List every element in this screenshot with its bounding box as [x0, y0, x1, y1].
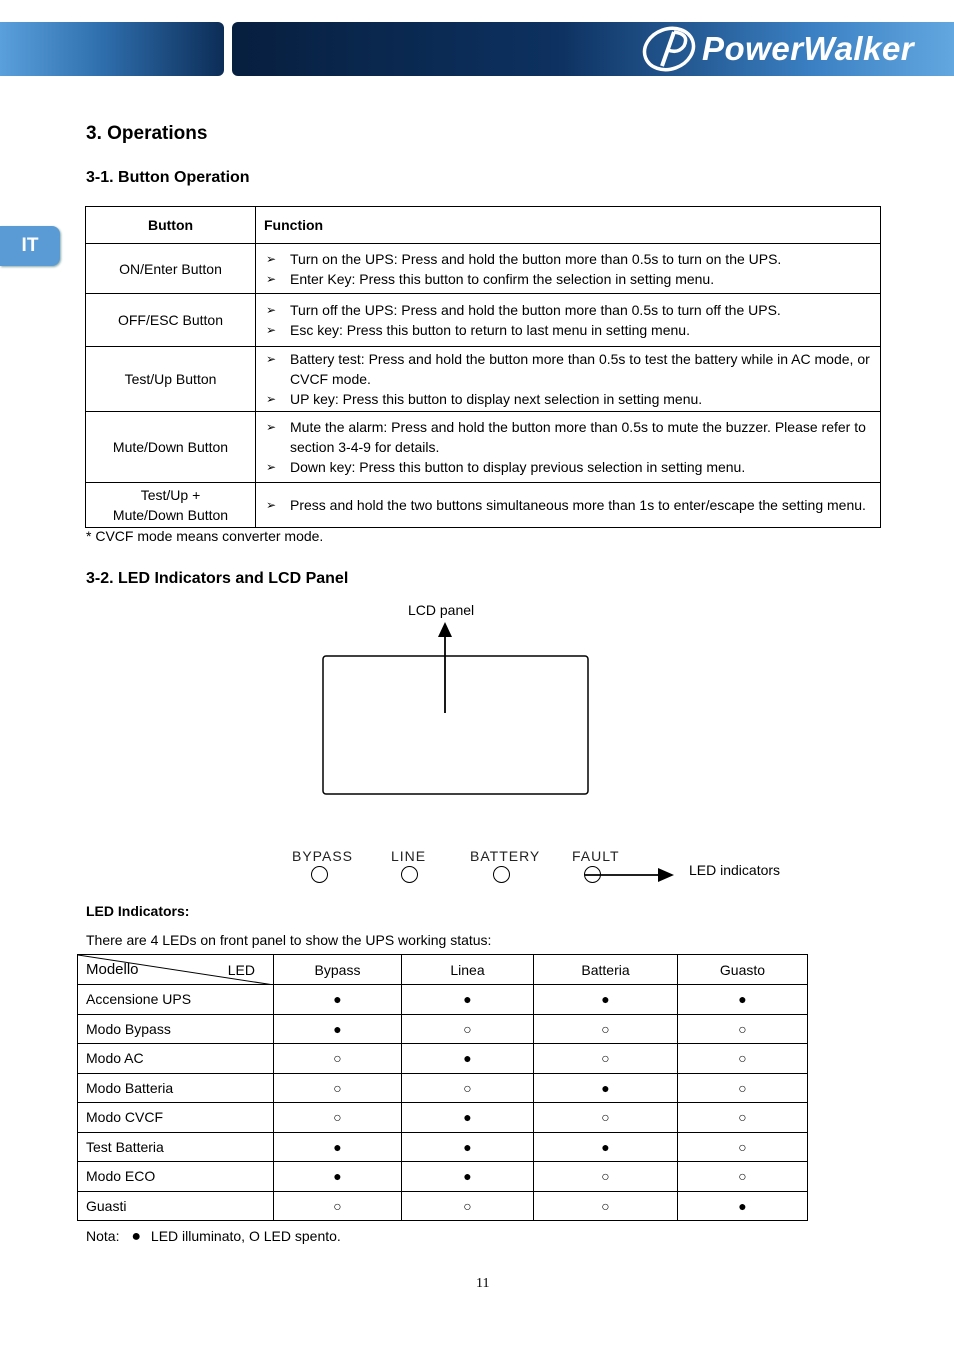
lcd-panel-label: LCD panel: [408, 602, 475, 618]
led-state: ○: [534, 1014, 678, 1044]
led-state: ○: [402, 1073, 534, 1103]
mode-name: Modo AC: [78, 1044, 274, 1074]
led-state: ○: [534, 1103, 678, 1133]
corner-header: [78, 955, 274, 985]
mode-name: Guasti: [78, 1191, 274, 1221]
function-item: ➢ UP key: Press this button to display next selection in setting menu.: [264, 389, 872, 409]
led-status-table: [77, 954, 808, 1221]
section-title: 3. Operations: [86, 123, 208, 144]
lcd-panel-box: [323, 656, 588, 794]
led-state: ○: [534, 1044, 678, 1074]
button-name: Mute/Down Button: [86, 412, 256, 483]
led-state: ●: [274, 1014, 402, 1044]
led-state: ●: [274, 985, 402, 1015]
led-state: ●: [274, 1162, 402, 1192]
subsection-title-led-lcd: 3-2. LED Indicators and LCD Panel: [86, 570, 349, 587]
led-state: ●: [678, 1191, 808, 1221]
function-item: ➢ Down key: Press this button to display previous selection in setting menu.: [264, 457, 872, 477]
led-state: ●: [274, 1132, 402, 1162]
led-state: ○: [274, 1044, 402, 1074]
table-row: [78, 985, 808, 1015]
led-state: ○: [678, 1162, 808, 1192]
led-label-fault: FAULT: [572, 848, 620, 864]
table-row: [78, 1014, 808, 1044]
led-state: ●: [402, 1132, 534, 1162]
led-indicators-label: LED indicators: [689, 862, 781, 878]
led-state: ○: [678, 1044, 808, 1074]
led-state: ○: [402, 1014, 534, 1044]
led-indicators-description: There are 4 LEDs on front panel to show the UPS working status:: [86, 932, 492, 948]
function-item: ➢ Mute the alarm: Press and hold the button more than 0.5s to mute the buzzer. Please refer to section 3-4-9 for details.: [264, 417, 872, 457]
page-number: 11: [476, 1276, 490, 1291]
button-name: Test/Up Button: [86, 347, 256, 412]
led-state: ○: [678, 1073, 808, 1103]
led-state: ○: [678, 1014, 808, 1044]
mode-name: Accensione UPS: [78, 985, 274, 1015]
led-state: ○: [678, 1103, 808, 1133]
function-item: ➢ Battery test: Press and hold the button more than 0.5s to test the battery while in AC mode, or CVCF mode.: [264, 349, 872, 389]
led-battery-icon: [493, 866, 510, 883]
led-state: ●: [402, 1103, 534, 1133]
cvcf-note: * CVCF mode means converter mode.: [86, 528, 324, 544]
table-header-row: [78, 955, 808, 985]
table-row: [78, 1162, 808, 1192]
subsection-title-button-operation: 3-1. Button Operation: [86, 169, 250, 186]
column-header: Button: [86, 207, 256, 244]
table-row: [78, 1073, 808, 1103]
lcd-pointer-arrowhead: [438, 622, 452, 637]
led-fault-icon: [584, 866, 601, 883]
function-item: ➢ Turn off the UPS: Press and hold the button more than 0.5s to turn off the UPS.: [264, 300, 872, 320]
led-pointer-arrowhead: [658, 868, 674, 882]
led-bypass-icon: [311, 866, 328, 883]
column-header: Linea: [402, 955, 534, 985]
corner-mode-label: Modello: [86, 961, 139, 978]
led-line-icon: [401, 866, 418, 883]
language-tab[interactable]: IT: [0, 226, 60, 266]
table-row: [78, 1103, 808, 1133]
led-state: ●: [402, 1162, 534, 1192]
legend-text: LED illuminato, O LED spento.: [150, 1228, 341, 1244]
led-indicators-heading: LED Indicators:: [86, 903, 190, 919]
led-state: ○: [534, 1191, 678, 1221]
led-state: ●: [678, 985, 808, 1015]
led-state: ●: [534, 1132, 678, 1162]
mode-name: Modo CVCF: [78, 1103, 274, 1133]
column-header: Bypass: [274, 955, 402, 985]
led-state: ○: [274, 1191, 402, 1221]
corner-led-label: LED: [227, 962, 255, 978]
legend-note: [86, 1228, 341, 1246]
led-state: ○: [274, 1103, 402, 1133]
legend-prefix: Nota:: [86, 1228, 120, 1244]
led-state: ○: [678, 1132, 808, 1162]
mode-name: Modo Batteria: [78, 1073, 274, 1103]
led-label-bypass: BYPASS: [292, 848, 353, 864]
button-name: ON/Enter Button: [86, 244, 256, 294]
function-item: ➢ Press and hold the two buttons simultaneous more than 1s to enter/escape the setting menu.: [264, 495, 872, 515]
led-state: ●: [534, 1073, 678, 1103]
mode-name: Modo ECO: [78, 1162, 274, 1192]
led-state: ●: [534, 985, 678, 1015]
led-state: ○: [534, 1162, 678, 1192]
function-item: ➢ Turn on the UPS: Press and hold the button more than 0.5s to turn on the UPS.: [264, 249, 872, 269]
legend-filled-dot-icon: ●: [131, 1228, 142, 1245]
led-state: ○: [402, 1191, 534, 1221]
button-name-line: Test/Up +: [140, 487, 201, 503]
function-item: ➢ Esc key: Press this button to return to last menu in setting menu.: [264, 320, 872, 340]
table-row: [78, 1044, 808, 1074]
column-header: Guasto: [678, 955, 808, 985]
button-name: OFF/ESC Button: [86, 294, 256, 347]
led-state: ○: [274, 1073, 402, 1103]
led-label-battery: BATTERY: [470, 848, 541, 864]
led-state: ●: [402, 1044, 534, 1074]
led-state: ●: [402, 985, 534, 1015]
button-name-line: Mute/Down Button: [112, 507, 229, 523]
column-header: Function: [256, 207, 881, 244]
led-label-line: LINE: [391, 848, 427, 864]
mode-name: Modo Bypass: [78, 1014, 274, 1044]
brand-name: PowerWalker: [702, 30, 915, 67]
column-header: Batteria: [534, 955, 678, 985]
table-row: [78, 1132, 808, 1162]
table-row: [78, 1191, 808, 1221]
function-item: ➢ Enter Key: Press this button to confirm the selection in setting menu.: [264, 269, 872, 289]
mode-name: Test Batteria: [78, 1132, 274, 1162]
